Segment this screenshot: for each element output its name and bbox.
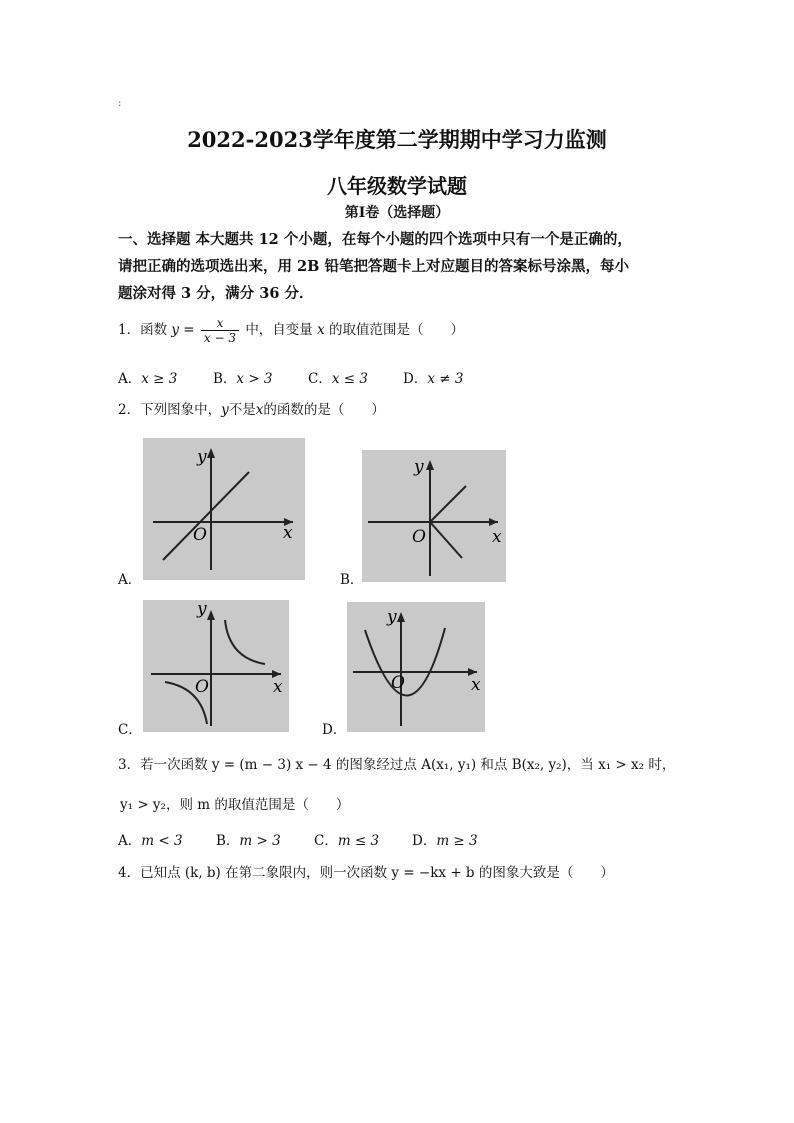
svg-text:x: x — [492, 527, 502, 547]
q2-label-a: A． — [118, 572, 142, 588]
q2-graph-d[interactable] — [347, 602, 485, 732]
q1-text: 中，自变量 — [245, 322, 313, 338]
q1-denominator: x − 3 — [203, 331, 237, 345]
q1-option-d[interactable]: D．x ≠ 3 — [403, 371, 464, 387]
q1-numerator: x — [201, 316, 239, 331]
q1-text-end: 的取值范围是（ ） — [329, 322, 465, 338]
part-heading: 第Ⅰ卷（选择题） — [344, 205, 450, 221]
q1-option-b[interactable]: B．x > 3 — [213, 371, 273, 387]
svg-text:x: x — [471, 675, 481, 695]
exam-subtitle: 八年级数学试题 — [327, 174, 467, 198]
q2-graph-b[interactable] — [362, 450, 506, 582]
q3-option-c[interactable]: C．m ≤ 3 — [314, 833, 380, 849]
svg-text:O: O — [193, 525, 207, 545]
question-4: 4．已知点 (k, b) 在第二象限内，则一次函数 y = −kx + b 的图象大致是（ ） — [118, 865, 614, 881]
instructions-line-2: 请把正确的选项选出来，用 2B 铅笔把答题卡上对应题目的答案标号涂黑，每小 — [118, 258, 629, 275]
q3-option-d[interactable]: D．m ≥ 3 — [412, 833, 478, 849]
question-3-line-1: 3．若一次函数 y = (m − 3) x − 4 的图象经过点 A(x₁, y₁) 和点 B(x₂, y₂)，当 x₁ > x₂ 时， — [118, 757, 676, 773]
question-3-line-2: y₁ > y₂，则 m 的取值范围是（ ） — [120, 797, 350, 813]
svg-text:O: O — [195, 677, 209, 697]
svg-text:y: y — [197, 447, 207, 467]
instructions-line-1: 一、选择题 本大题共 12 个小题，在每个小题的四个选项中只有一个是正确的， — [118, 231, 632, 248]
exam-title: 2022-2023学年度第二学期期中学习力监测 — [187, 127, 607, 152]
q2-graph-a[interactable] — [143, 438, 305, 580]
instructions-line-3: 题涂对得 3 分，满分 36 分． — [118, 285, 314, 302]
q3-option-b[interactable]: B．m > 3 — [216, 833, 281, 849]
q1-variable: x — [317, 322, 325, 338]
svg-text:O: O — [391, 673, 405, 693]
q2-graph-c[interactable] — [143, 600, 289, 732]
svg-text:y: y — [387, 607, 397, 627]
svg-text:y: y — [414, 457, 424, 477]
q3-option-a[interactable]: A．m < 3 — [118, 833, 183, 849]
q2-label-b: B． — [340, 572, 364, 588]
svg-text:x: x — [273, 677, 283, 697]
question-2: 2．下列图象中，y不是x的函数的是（ ） — [118, 402, 385, 418]
svg-text:y: y — [197, 600, 207, 619]
q1-lhs: y = — [171, 322, 195, 338]
svg-text:O: O — [412, 527, 426, 547]
q1-fraction — [201, 316, 239, 345]
corner-mark: : — [118, 98, 122, 109]
question-1 — [118, 316, 464, 345]
q1-prefix: 1．函数 — [118, 322, 168, 338]
q2-label-d: D． — [322, 722, 347, 738]
q1-option-a[interactable]: A．x ≥ 3 — [118, 371, 178, 387]
q2-label-c: C． — [118, 722, 142, 738]
section-instructions — [118, 226, 684, 307]
svg-text:x: x — [283, 523, 293, 543]
q1-option-c[interactable]: C．x ≤ 3 — [308, 371, 368, 387]
